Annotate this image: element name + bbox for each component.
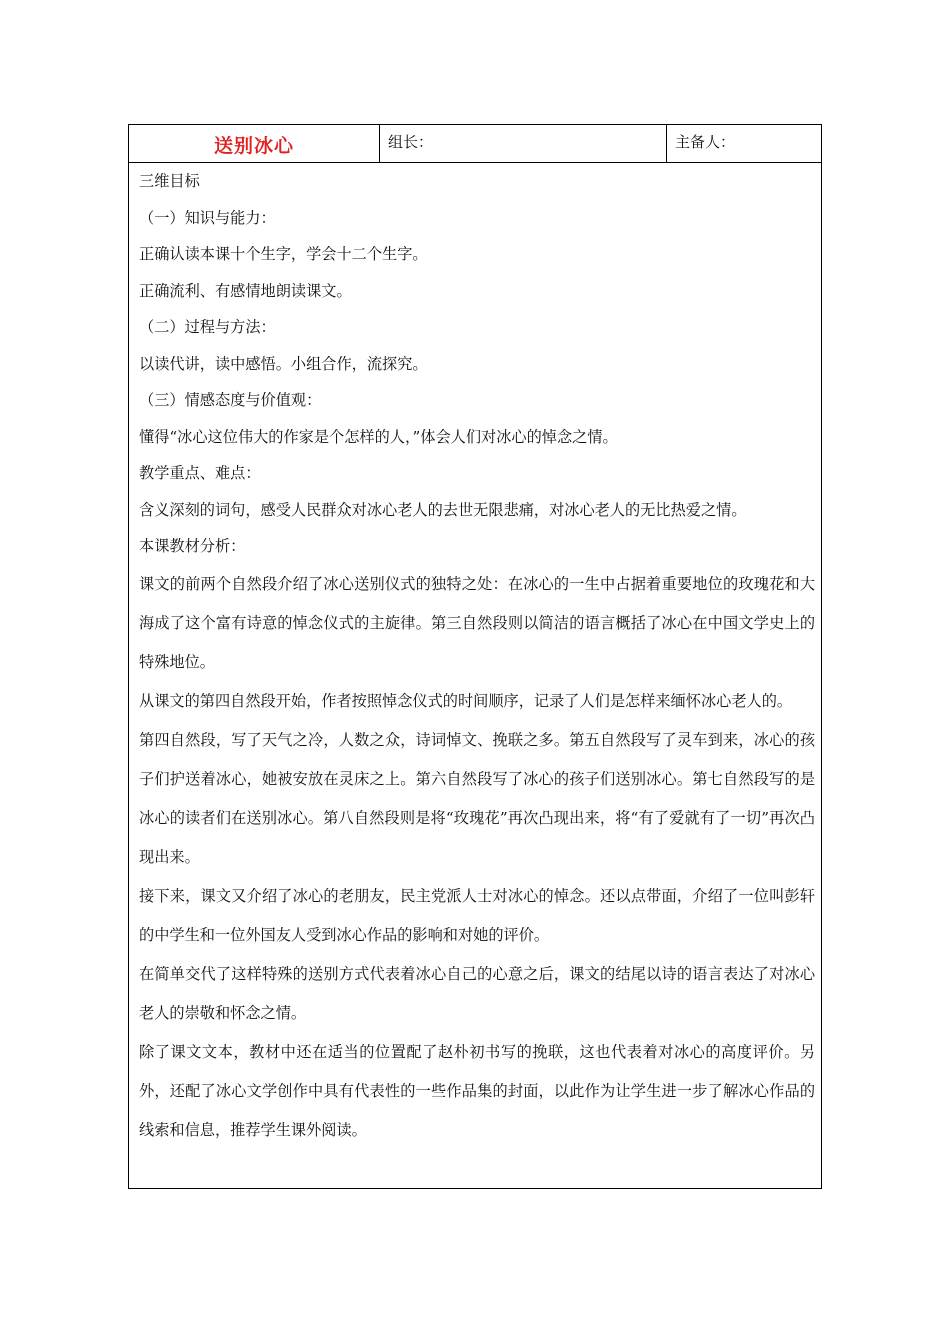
analysis-paragraph-1: 课文的前两个自然段介绍了冰心送别仪式的独特之处：在冰心的一生中占据着重要地位的玫瑰花和大海成了这个富有诗意的悼念仪式的主旋律。第三自然段则以简洁的语言概括了冰心在中国文学史上的特殊地位。 (139, 574, 815, 671)
section-emotion-line-1: 懂得“冰心这位伟大的作家是个怎样的人，”体会人们对冰心的悼念之情。 (139, 427, 618, 446)
group-leader-cell (380, 125, 667, 162)
lesson-title: 送别冰心 (213, 135, 294, 157)
table-header-row (129, 125, 821, 163)
section-knowledge-title: （一）知识与能力： (139, 208, 276, 227)
main-preparer-label: 主备人： (675, 133, 736, 151)
lesson-content (139, 163, 815, 1150)
section-process-line-1: 以读代讲，读中感悟。小组合作，流探究。 (139, 354, 428, 373)
group-leader-label: 组长： (388, 133, 434, 151)
goals-heading: 三维目标 (139, 172, 200, 190)
analysis-paragraph-4: 接下来，课文又介绍了冰心的老朋友，民主党派人士对冰心的悼念。还以点带面，介绍了一位叫彭轩的中学生和一位外国友人受到冰心作品的影响和对她的评价。 (139, 886, 815, 944)
analysis-paragraph-2: 从课文的第四自然段开始，作者按照悼念仪式的时间顺序，记录了人们是怎样来缅怀冰心老人的。 (139, 691, 793, 710)
analysis-heading: 本课教材分析： (139, 537, 246, 555)
lesson-plan-table (128, 124, 822, 1189)
focus-heading: 教学重点、难点： (139, 464, 261, 482)
section-knowledge-line-2: 正确流利、有感情地朗读课文。 (139, 281, 352, 300)
analysis-paragraph-5: 在简单交代了这样特殊的送别方式代表着冰心自己的心意之后，课文的结尾以诗的语言表达了对冰心老人的崇敬和怀念之情。 (139, 964, 815, 1022)
analysis-paragraph-3: 第四自然段，写了天气之冷，人数之众，诗词悼文、挽联之多。第五自然段写了灵车到来，冰心的孩子们护送着冰心，她被安放在灵床之上。第六自然段写了冰心的孩子们送别冰心。第七自然段写的是冰心的读者们在送别冰心。第八自然段则是将“玫瑰花”再次凸现出来，将“有了爱就有了一切”再次凸现出来。 (139, 730, 815, 866)
section-process-title: （二）过程与方法： (139, 318, 276, 336)
analysis-paragraph-6: 除了课文文本，教材中还在适当的位置配了赵朴初书写的挽联，这也代表着对冰心的高度评价。另外，还配了冰心文学创作中具有代表性的一些作品集的封面，以此作为让学生进一步了解冰心作品的线索和信息，推荐学生课外阅读。 (139, 1042, 815, 1139)
focus-line-1: 含义深刻的词句，感受人民群众对冰心老人的去世无限悲痛，对冰心老人的无比热爱之情。 (139, 500, 747, 519)
section-knowledge-line-1: 正确认读本课十个生字，学会十二个生字。 (139, 245, 428, 263)
section-emotion-title: （三）情感态度与价值观： (139, 391, 322, 409)
main-preparer-cell (667, 125, 822, 162)
title-cell (129, 125, 380, 162)
